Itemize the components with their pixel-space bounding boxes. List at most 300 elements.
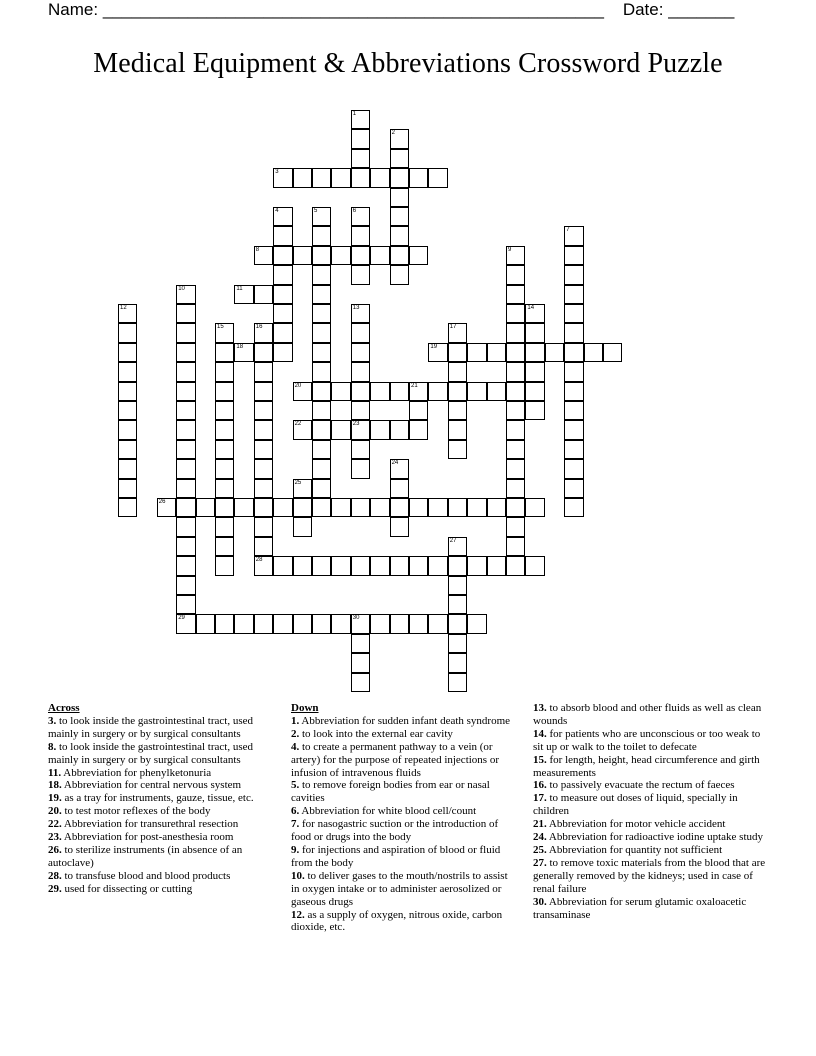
grid-cell[interactable] — [118, 479, 137, 498]
grid-cell[interactable] — [273, 168, 292, 187]
clue-number: 4. — [291, 740, 300, 753]
grid-cell[interactable] — [254, 343, 273, 362]
grid-cell[interactable] — [506, 362, 525, 381]
grid-cell[interactable] — [351, 265, 370, 284]
grid-cell[interactable] — [273, 246, 292, 265]
grid-cell[interactable] — [506, 556, 525, 575]
grid-cell[interactable] — [564, 285, 583, 304]
grid-cell[interactable] — [506, 401, 525, 420]
grid-cell[interactable] — [370, 498, 389, 517]
grid-cell[interactable] — [273, 304, 292, 323]
grid-cell[interactable] — [176, 614, 195, 633]
grid-cell[interactable] — [467, 343, 486, 362]
grid-cell[interactable] — [448, 401, 467, 420]
grid-cell[interactable] — [273, 556, 292, 575]
grid-cell[interactable] — [176, 595, 195, 614]
grid-cell[interactable] — [448, 556, 467, 575]
grid-cell[interactable] — [545, 343, 564, 362]
grid-cell[interactable] — [564, 382, 583, 401]
grid-cell[interactable] — [448, 614, 467, 633]
clue-text: to look into the external ear cavity — [299, 727, 453, 740]
grid-cell[interactable] — [525, 343, 544, 362]
clue-across-8 — [48, 741, 276, 767]
grid-cell[interactable] — [428, 382, 447, 401]
grid-cell[interactable] — [506, 285, 525, 304]
grid-cell[interactable] — [564, 304, 583, 323]
grid-cell[interactable] — [351, 401, 370, 420]
grid-cell[interactable] — [118, 498, 137, 517]
grid-cell[interactable] — [273, 498, 292, 517]
grid-cell[interactable] — [409, 498, 428, 517]
grid-cell[interactable] — [448, 323, 467, 342]
grid-cell[interactable] — [448, 537, 467, 556]
grid-cell[interactable] — [118, 459, 137, 478]
grid-cell[interactable] — [312, 556, 331, 575]
grid-cell[interactable] — [448, 653, 467, 672]
cell-number: 17 — [449, 324, 457, 331]
grid-cell[interactable] — [215, 498, 234, 517]
grid-cell[interactable] — [525, 498, 544, 517]
grid-cell[interactable] — [254, 459, 273, 478]
clue-text: Abbreviation for transurethral resection — [61, 818, 239, 831]
grid-cell[interactable] — [525, 304, 544, 323]
grid-cell[interactable] — [409, 401, 428, 420]
grid-cell[interactable] — [564, 246, 583, 265]
cell-number: 11 — [236, 285, 243, 292]
grid-cell[interactable] — [118, 382, 137, 401]
grid-cell[interactable] — [351, 343, 370, 362]
grid-cell[interactable] — [273, 343, 292, 362]
grid-cell[interactable] — [467, 556, 486, 575]
grid-cell[interactable] — [390, 168, 409, 187]
grid-cell[interactable] — [351, 226, 370, 245]
grid-cell[interactable] — [254, 479, 273, 498]
grid-cell[interactable] — [370, 168, 389, 187]
grid-cell[interactable] — [176, 440, 195, 459]
grid-cell[interactable] — [409, 556, 428, 575]
grid-cell[interactable] — [312, 168, 331, 187]
grid-cell[interactable] — [525, 556, 544, 575]
cell-number: 16 — [255, 324, 263, 331]
grid-cell[interactable] — [176, 576, 195, 595]
grid-cell[interactable] — [254, 246, 273, 265]
clue-down_col1-7 — [291, 818, 516, 844]
grid-cell[interactable] — [293, 246, 312, 265]
grid-cell[interactable] — [370, 420, 389, 439]
grid-cell[interactable] — [312, 207, 331, 226]
grid-cell[interactable] — [176, 382, 195, 401]
grid-cell[interactable] — [351, 207, 370, 226]
grid-cell[interactable] — [254, 517, 273, 536]
grid-cell[interactable] — [312, 420, 331, 439]
grid-cell[interactable] — [312, 498, 331, 517]
grid-cell[interactable] — [564, 498, 583, 517]
grid-cell[interactable] — [118, 362, 137, 381]
grid-cell[interactable] — [312, 614, 331, 633]
clue-text: for injections and aspiration of blood or fluid from the body — [291, 843, 501, 869]
cell-number: 22 — [294, 421, 302, 428]
clue-text: to test motor reflexes of the body — [61, 805, 211, 818]
cell-number: 5 — [314, 208, 318, 214]
grid-cell[interactable] — [312, 226, 331, 245]
grid-cell[interactable] — [176, 459, 195, 478]
grid-cell[interactable] — [564, 459, 583, 478]
grid-cell[interactable] — [525, 401, 544, 420]
grid-cell[interactable] — [293, 168, 312, 187]
grid-cell[interactable] — [448, 343, 467, 362]
grid-cell[interactable] — [331, 498, 350, 517]
grid-cell[interactable] — [254, 537, 273, 556]
grid-cell[interactable] — [351, 168, 370, 187]
grid-cell[interactable] — [234, 343, 253, 362]
grid-cell[interactable] — [506, 459, 525, 478]
grid-cell[interactable] — [409, 420, 428, 439]
grid-cell[interactable] — [118, 323, 137, 342]
grid-cell[interactable] — [215, 323, 234, 342]
grid-cell[interactable] — [254, 362, 273, 381]
grid-cell[interactable] — [448, 362, 467, 381]
grid-cell[interactable] — [390, 498, 409, 517]
grid-cell[interactable] — [506, 440, 525, 459]
grid-cell[interactable] — [506, 479, 525, 498]
grid-cell[interactable] — [293, 498, 312, 517]
cell-number: 10 — [178, 285, 185, 292]
name-blank[interactable]: _____________________________________________________ — [102, 0, 604, 19]
grid-cell[interactable] — [273, 265, 292, 284]
clue-text: Abbreviation for motor vehicle accident — [546, 818, 726, 831]
grid-cell[interactable] — [390, 479, 409, 498]
clue-number: 14. — [533, 727, 547, 740]
grid-cell[interactable] — [390, 207, 409, 226]
clue-text: Abbreviation for white blood cell/count — [299, 805, 477, 818]
grid-cell[interactable] — [254, 498, 273, 517]
grid-cell[interactable] — [312, 343, 331, 362]
grid-cell[interactable] — [409, 614, 428, 633]
grid-cell[interactable] — [448, 595, 467, 614]
grid-cell[interactable] — [215, 343, 234, 362]
grid-cell[interactable] — [428, 168, 447, 187]
grid-cell[interactable] — [390, 265, 409, 284]
grid-cell[interactable] — [254, 382, 273, 401]
grid-cell[interactable] — [428, 343, 447, 362]
grid-cell[interactable] — [234, 614, 253, 633]
grid-cell[interactable] — [390, 149, 409, 168]
grid-cell[interactable] — [215, 382, 234, 401]
grid-cell[interactable] — [390, 382, 409, 401]
grid-cell[interactable] — [312, 285, 331, 304]
grid-cell[interactable] — [351, 614, 370, 633]
grid-cell[interactable] — [506, 420, 525, 439]
grid-cell[interactable] — [506, 246, 525, 265]
grid-cell[interactable] — [506, 304, 525, 323]
grid-cell[interactable] — [467, 382, 486, 401]
date-label: Date: — [622, 0, 664, 19]
grid-cell[interactable] — [506, 498, 525, 517]
grid-cell[interactable] — [254, 440, 273, 459]
grid-cell[interactable] — [176, 517, 195, 536]
cell-number: 18 — [236, 343, 244, 350]
grid-cell[interactable] — [467, 614, 486, 633]
grid-cell[interactable] — [293, 479, 312, 498]
grid-cell[interactable] — [487, 498, 506, 517]
grid-cell[interactable] — [312, 246, 331, 265]
clue-down_col2-25 — [533, 844, 769, 857]
clue-text: to deliver gases to the mouth/nostrils to assist in oxygen intake or to administer aerosolized or gaseous drugs — [291, 869, 508, 908]
date-blank[interactable]: _______ — [668, 0, 735, 19]
grid-cell[interactable] — [351, 362, 370, 381]
grid-cell[interactable] — [506, 265, 525, 284]
grid-cell[interactable] — [196, 614, 215, 633]
grid-cell[interactable] — [564, 343, 583, 362]
cell-number: 9 — [508, 246, 512, 253]
grid-cell[interactable] — [409, 382, 428, 401]
grid-cell[interactable] — [215, 459, 234, 478]
grid-cell[interactable] — [564, 226, 583, 245]
grid-cell[interactable] — [215, 517, 234, 536]
grid-cell[interactable] — [331, 420, 350, 439]
grid-cell[interactable] — [428, 614, 447, 633]
grid-cell[interactable] — [525, 382, 544, 401]
grid-cell[interactable] — [176, 343, 195, 362]
grid-cell[interactable] — [564, 323, 583, 342]
grid-cell[interactable] — [564, 420, 583, 439]
grid-cell[interactable] — [312, 362, 331, 381]
grid-cell[interactable] — [215, 614, 234, 633]
across-clues — [48, 702, 276, 896]
grid-cell[interactable] — [525, 323, 544, 342]
grid-cell[interactable] — [312, 401, 331, 420]
grid-cell[interactable] — [273, 614, 292, 633]
grid-cell[interactable] — [390, 517, 409, 536]
grid-cell[interactable] — [118, 440, 137, 459]
grid-cell[interactable] — [176, 498, 195, 517]
clue-number: 25. — [533, 843, 547, 856]
grid-cell[interactable] — [351, 420, 370, 439]
cell-number: 19 — [430, 343, 438, 350]
grid-cell[interactable] — [312, 459, 331, 478]
grid-cell[interactable] — [215, 479, 234, 498]
cell-number: 27 — [449, 537, 457, 544]
grid-cell[interactable] — [293, 556, 312, 575]
grid-cell[interactable] — [293, 517, 312, 536]
grid-cell[interactable] — [293, 382, 312, 401]
clue-text: to transfuse blood and blood products — [61, 869, 231, 882]
clue-text: Abbreviation for radioactive iodine uptake study — [546, 831, 764, 844]
clue-across-22 — [48, 818, 276, 831]
cell-number: 15 — [217, 324, 224, 331]
grid-cell[interactable] — [351, 459, 370, 478]
grid-cell[interactable] — [428, 498, 447, 517]
grid-cell[interactable] — [118, 304, 137, 323]
grid-cell[interactable] — [564, 362, 583, 381]
grid-cell[interactable] — [118, 343, 137, 362]
grid-cell[interactable] — [506, 382, 525, 401]
clue-number: 22. — [48, 818, 62, 831]
grid-cell[interactable] — [293, 420, 312, 439]
grid-cell[interactable] — [390, 246, 409, 265]
grid-cell[interactable] — [506, 537, 525, 556]
grid-cell[interactable] — [273, 207, 292, 226]
grid-cell[interactable] — [409, 246, 428, 265]
grid-cell[interactable] — [564, 265, 583, 284]
cell-number: 13 — [352, 305, 360, 311]
grid-cell[interactable] — [351, 556, 370, 575]
clue-number: 6. — [291, 805, 300, 818]
grid-cell[interactable] — [370, 614, 389, 633]
grid-cell[interactable] — [448, 673, 467, 692]
grid-cell[interactable] — [448, 634, 467, 653]
clue-number: 7. — [291, 818, 300, 831]
grid-cell[interactable] — [351, 382, 370, 401]
grid-cell[interactable] — [254, 614, 273, 633]
grid-cell[interactable] — [506, 343, 525, 362]
grid-cell[interactable] — [118, 420, 137, 439]
grid-cell[interactable] — [215, 537, 234, 556]
clue-text: for length, height, head circumference and girth measurements — [533, 753, 760, 779]
grid-cell[interactable] — [215, 440, 234, 459]
grid-cell[interactable] — [215, 362, 234, 381]
clue-down_col1-2 — [291, 728, 516, 741]
grid-cell[interactable] — [564, 401, 583, 420]
grid-cell[interactable] — [312, 382, 331, 401]
grid-cell[interactable] — [331, 382, 350, 401]
grid-cell[interactable] — [351, 129, 370, 148]
grid-cell[interactable] — [351, 653, 370, 672]
clue-text: to absorb blood and other fluids as well as clean wounds — [533, 702, 762, 727]
grid-cell[interactable] — [176, 420, 195, 439]
grid-cell[interactable] — [390, 188, 409, 207]
grid-cell[interactable] — [176, 362, 195, 381]
grid-cell[interactable] — [448, 382, 467, 401]
grid-cell[interactable] — [506, 517, 525, 536]
grid-cell[interactable] — [215, 556, 234, 575]
clue-number: 9. — [291, 843, 300, 856]
grid-cell[interactable] — [254, 556, 273, 575]
grid-cell[interactable] — [584, 343, 603, 362]
grid-cell[interactable] — [273, 226, 292, 245]
grid-cell[interactable] — [564, 479, 583, 498]
grid-cell[interactable] — [331, 556, 350, 575]
clue-number: 16. — [533, 779, 547, 792]
grid-cell[interactable] — [176, 401, 195, 420]
grid-cell[interactable] — [487, 343, 506, 362]
grid-cell[interactable] — [351, 323, 370, 342]
clue-down_col1-10 — [291, 870, 516, 909]
grid-cell[interactable] — [351, 673, 370, 692]
grid-cell[interactable] — [370, 246, 389, 265]
clue-number: 15. — [533, 753, 547, 766]
name-label: Name: — [48, 0, 99, 19]
grid-cell[interactable] — [254, 401, 273, 420]
grid-cell[interactable] — [564, 440, 583, 459]
grid-cell[interactable] — [273, 285, 292, 304]
grid-cell[interactable] — [312, 265, 331, 284]
grid-cell[interactable] — [351, 634, 370, 653]
grid-cell[interactable] — [428, 556, 447, 575]
grid-cell[interactable] — [448, 498, 467, 517]
clue-number: 19. — [48, 792, 62, 805]
grid-cell[interactable] — [351, 149, 370, 168]
grid-cell[interactable] — [487, 382, 506, 401]
cell-number: 25 — [294, 479, 302, 486]
grid-cell[interactable] — [234, 498, 253, 517]
grid-cell[interactable] — [390, 556, 409, 575]
grid-cell[interactable] — [254, 420, 273, 439]
grid-cell[interactable] — [467, 498, 486, 517]
clue-text: Abbreviation for phenylketonuria — [61, 766, 212, 779]
grid-cell[interactable] — [448, 440, 467, 459]
grid-cell[interactable] — [312, 479, 331, 498]
clue-down_col1-12 — [291, 909, 516, 935]
grid-cell[interactable] — [506, 323, 525, 342]
grid-cell[interactable] — [370, 382, 389, 401]
grid-cell[interactable] — [331, 614, 350, 633]
clue-down_col2-21 — [533, 818, 769, 831]
grid-cell[interactable] — [254, 285, 273, 304]
cell-number: 4 — [275, 208, 279, 214]
grid-cell[interactable] — [176, 537, 195, 556]
grid-cell[interactable] — [176, 285, 195, 304]
clue-across-18 — [48, 779, 276, 792]
across-heading: Across — [48, 702, 80, 714]
clue-down_col1-4 — [291, 741, 516, 780]
grid-cell[interactable] — [351, 110, 370, 129]
grid-cell[interactable] — [176, 323, 195, 342]
cell-number: 24 — [391, 460, 399, 467]
grid-cell[interactable] — [448, 576, 467, 595]
grid-cell[interactable] — [331, 168, 350, 187]
grid-cell[interactable] — [525, 362, 544, 381]
grid-cell[interactable] — [351, 440, 370, 459]
grid-cell[interactable] — [448, 420, 467, 439]
grid-cell[interactable] — [390, 420, 409, 439]
clue-text: Abbreviation for post-anesthesia room — [61, 831, 234, 844]
clue-down_col2-27 — [533, 857, 769, 896]
grid-cell[interactable] — [312, 304, 331, 323]
grid-cell[interactable] — [234, 285, 253, 304]
grid-cell[interactable] — [157, 498, 176, 517]
grid-cell[interactable] — [196, 498, 215, 517]
clue-down_col1-6 — [291, 805, 516, 818]
grid-cell[interactable] — [351, 304, 370, 323]
grid-cell[interactable] — [390, 129, 409, 148]
grid-cell[interactable] — [176, 479, 195, 498]
grid-cell[interactable] — [176, 556, 195, 575]
grid-cell[interactable] — [118, 401, 137, 420]
grid-cell[interactable] — [312, 440, 331, 459]
grid-cell[interactable] — [390, 226, 409, 245]
clue-number: 30. — [533, 895, 547, 908]
clue-down_col1-5 — [291, 779, 516, 805]
grid-cell[interactable] — [293, 614, 312, 633]
grid-cell[interactable] — [273, 323, 292, 342]
grid-cell[interactable] — [215, 401, 234, 420]
grid-cell[interactable] — [351, 498, 370, 517]
grid-cell[interactable] — [487, 556, 506, 575]
clue-text: Abbreviation for serum glutamic oxaloacetic transaminase — [533, 895, 747, 921]
grid-cell[interactable] — [390, 459, 409, 478]
grid-cell[interactable] — [331, 246, 350, 265]
grid-cell[interactable] — [390, 614, 409, 633]
grid-cell[interactable] — [370, 556, 389, 575]
grid-cell[interactable] — [603, 343, 622, 362]
grid-cell[interactable] — [409, 168, 428, 187]
grid-cell[interactable] — [312, 323, 331, 342]
grid-cell[interactable] — [351, 246, 370, 265]
grid-cell[interactable] — [215, 420, 234, 439]
grid-cell[interactable] — [176, 304, 195, 323]
grid-cell[interactable] — [254, 323, 273, 342]
